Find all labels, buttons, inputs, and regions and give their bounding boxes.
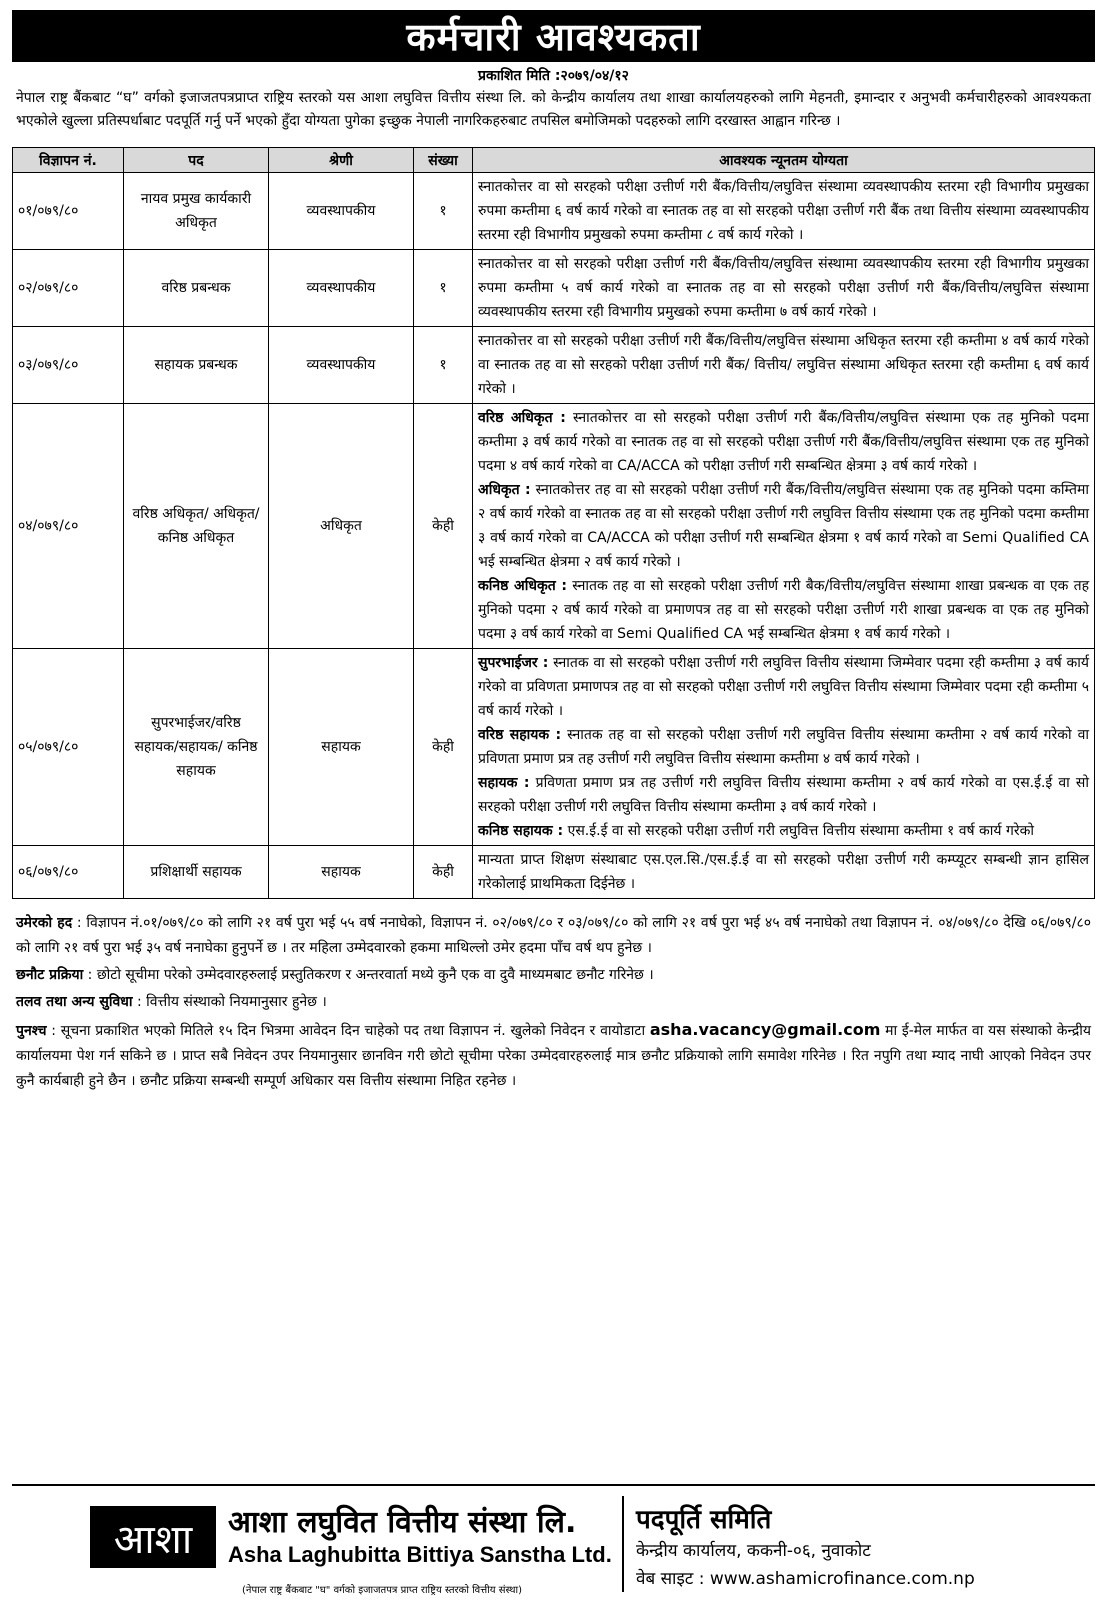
header-count: संख्या	[414, 148, 473, 173]
qualification	[473, 649, 1095, 846]
qualification-part	[478, 723, 1089, 771]
asha-logo: आशा	[90, 1506, 216, 1568]
adv-no: ०२/०७९/८०	[13, 250, 124, 327]
adv-no: ०५/०७९/८०	[13, 649, 124, 846]
sub-post-text: एस.ई.ई वा सो सरहको परीक्षा उत्तीर्ण गरी लघुवित्त वित्तीय संस्थामा कम्तीमा १ वर्ष कार्य गरेको	[563, 823, 1034, 839]
org-name-nepali: आशा लघुवित वित्तीय संस्था लि.	[228, 1505, 577, 1540]
age-limit-note	[16, 911, 1091, 961]
footer	[12, 1484, 1095, 1606]
category-text: व्यवस्थापकीय	[306, 203, 376, 219]
postscript-text-2: मा ई-मेल मार्फत वा यस संस्थाको केन्द्रीय कार्यालयमा पेश गर्न सकिने छ । प्राप्त सबै निवेदन उपर नियमानुसार छानविन गरी छोटो सूचीमा परेका उम्मेदवारहरुलाई मात्र छनौट प्रक्रियाको लागि समावेश गरिनेछ । रित नपुगि तथा म्याद नाघी आएको निवेदन उपर कुनै कार्यबाही हुने छैन । छनौट प्रक्रिया सम्बन्धी सम्पूर्ण अधिकार यस वित्तीय संस्थामा निहित रहनेछ ।	[16, 1023, 1092, 1089]
post: प्रशिक्षार्थी सहायक	[124, 846, 269, 899]
qualification: स्नातकोत्तर वा सो सरहको परीक्षा उत्तीर्ण गरी बैंक/वित्तीय/लघुवित्त संस्थामा व्यवस्थापकीय स्तरमा रही विभागीय प्रमुखका रुपमा कम्तीमा ५ वर्ष कार्य गरेको वा स्नातक तह वा सो सरहको परीक्षा उत्तीर्ण गरी बैंक/वित्तीय/लघुवित्त संस्थामा व्यवस्थापकीय स्तरमा रही विभागीय प्रमुखको रुपमा कम्तीमा ७ वर्ष कार्य गरेको ।	[473, 250, 1095, 327]
category: व्यवस्थापकीय	[269, 327, 414, 404]
selection-text: : छोटो सूचीमा परेको उम्मेदवारहरुलाई प्रस्तुतिकरण र अन्तरवार्ता मध्ये कुनै एक वा दुवै माध्यमबाट छनौट गरिनेछ ।	[83, 967, 654, 983]
count: केही	[414, 649, 473, 846]
sub-post-label: सहायक :	[478, 775, 530, 791]
salary-label: तलव तथा अन्य सुविधा	[16, 994, 133, 1010]
sub-post-text: स्नातक वा सो सरहको परीक्षा उत्तीर्ण गरी लघुवित्त वित्तीय संस्थामा जिम्मेवार पदमा रही कम्तीमा ३ वर्ष कार्य गरेको वा प्रविणता प्रमाणपत्र तह वा सो सरहको परीक्षा उत्तीर्ण गरी लघुवित्त वित्तीय संस्थामा जिम्मेवार पदमा रही कम्तीमा ५ वर्ष कार्य गरेको ।	[478, 655, 1089, 719]
table-row	[13, 173, 1095, 250]
selection-label: छनौट प्रक्रिया	[16, 967, 84, 983]
category: व्यवस्थापकीय	[269, 250, 414, 327]
sub-post-text: स्नातकोत्तर तह वा सो सरहको परीक्षा उत्तीर्ण गरी बैंक/वित्तीय/लघुवित्त संस्थामा एक तह मुनिको पदमा कम्तिमा २ वर्ष कार्य गरेको वा स्नातक तह वा सो सरहको परीक्षा उत्तीर्ण गरी लघुवित्त वित्तीय संस्थामा एक तह मुनिको पदमा कम्तीमा ३ वर्ष कार्य गरेको वा CA/ACCA को परीक्षा उत्तीर्ण गरी सम्बन्धित क्षेत्रमा १ वर्ष कार्य गरेको वा Semi Qualified CA भई सम्बन्धित क्षेत्रमा २ वर्ष कार्य गरेको ।	[478, 482, 1089, 570]
header-qualification: आवश्यक न्यूनतम योग्यता	[473, 148, 1095, 173]
table-row	[13, 649, 1095, 846]
post: वरिष्ठ प्रबन्धक	[124, 250, 269, 327]
vacancy-email[interactable]: asha.vacancy@gmail.com	[649, 1020, 881, 1039]
sub-post-label: वरिष्ठ अधिकृत :	[478, 410, 566, 426]
vacancy-table	[12, 147, 1095, 899]
vacancy-notice	[0, 10, 1107, 1610]
qualification-part	[478, 406, 1089, 478]
qualification-part	[478, 651, 1089, 723]
qualification-part	[478, 478, 1089, 574]
table-row	[13, 846, 1095, 899]
post: नायव प्रमुख कार्यकारी अधिकृत	[124, 173, 269, 250]
post: वरिष्ठ अधिकृत/ अधिकृत/कनिष्ठ अधिकृत	[124, 404, 269, 649]
org-license-note: (नेपाल राष्ट्र बैंकबाट "घ" वर्गको इजाजतपत्र प्राप्त राष्ट्रिय स्तरको वित्तीय संस्था)	[242, 1585, 523, 1596]
selection-note	[16, 963, 1091, 988]
sub-post-label: कनिष्ठ अधिकृत :	[478, 578, 567, 594]
count	[414, 173, 473, 250]
notice-banner: कर्मचारी आवश्यकता	[12, 10, 1095, 62]
committee-title: पदपूर्ति समिति	[636, 1505, 772, 1535]
age-limit-text: : विज्ञापन नं.०१/०७९/८० को लागि २१ वर्ष पुरा भई ५५ वर्ष ननाघेको, विज्ञापन नं. ०२/०७९/८० र ०३/०७९/८० को लागि २१ वर्ष पुरा भई ४५ वर्ष ननाघेको तथा विज्ञापन नं. ०४/०७९/८० देखि ०६/०७९/८० को लागि २१ वर्ष पुरा भई ३५ वर्ष ननाघेका हुनुपर्ने छ । तर महिला उम्मेदवारको हकमा माथिल्लो उमेर हदमा पाँच वर्ष थप हुनेछ ।	[16, 915, 1091, 956]
salary-text: : वित्तीय संस्थाको नियमानुसार हुनेछ ।	[132, 994, 327, 1010]
qualification: स्नातकोत्तर वा सो सरहको परीक्षा उत्तीर्ण गरी बैंक/वित्तीय/लघुवित्त संस्थामा अधिकृत स्तरमा रही कम्तीमा ४ वर्ष कार्य गरेको वा स्नातक तह वा सो सरहको परीक्षा उत्तीर्ण गरी बैंक/ वित्तीय/ लघुवित्त संस्थामा अधिकृत स्तरमा रही कम्तीमा ६ वर्ष कार्य गरेको ।	[473, 327, 1095, 404]
table-row	[13, 250, 1095, 327]
table-row	[13, 404, 1095, 649]
sub-post-text: प्रविणता प्रमाण प्रत्र तह उत्तीर्ण गरी लघुवित्त वित्तीय संस्थामा कम्तीमा २ वर्ष कार्य गरेको वा एस.ई.ई वा सो सरहको परीक्षा उत्तीर्ण गरी लघुवित्त वित्तीय संस्थामा कम्तीमा ३ वर्ष कार्य गरेको ।	[478, 775, 1089, 815]
qualification-part	[478, 771, 1089, 819]
count: १	[414, 327, 473, 404]
sub-post-label: वरिष्ठ सहायक :	[478, 727, 562, 743]
notes-section	[16, 911, 1091, 1094]
qualification-part	[478, 574, 1089, 646]
count: १	[414, 250, 473, 327]
postscript-label: पुनश्च	[16, 1023, 47, 1039]
count: केही	[414, 846, 473, 899]
publish-date: प्रकाशित मिति :२०७९/०४/१२	[478, 68, 629, 84]
sub-post-text: स्नातक तह वा सो सरहको परीक्षा उत्तीर्ण गरी लघुवित्त वित्तीय संस्थामा कम्तीमा २ वर्ष कार्य गरेको वा प्रविणता प्रमाण प्रत्र तह उत्तीर्ण गरी लघुवित्त वित्तीय संस्थामा कम्तीमा ४ वर्ष कार्य गरेको ।	[478, 727, 1089, 767]
category: सहायक	[269, 846, 414, 899]
website-link[interactable]: वेब साइट : www.ashamicrofinance.com.np	[636, 1569, 975, 1589]
header-category: श्रेणी	[269, 148, 414, 173]
qualification	[473, 404, 1095, 649]
count-text: १	[439, 203, 447, 219]
header-adv-no: विज्ञापन नं.	[13, 148, 124, 173]
postscript-note	[16, 1017, 1091, 1094]
adv-no: ०१/०७९/८०	[13, 173, 124, 250]
office-address: केन्द्रीय कार्यालय, ककनी-०६, नुवाकोट	[636, 1541, 871, 1561]
table-header-row	[13, 148, 1095, 173]
adv-no: ०६/०७९/८०	[13, 846, 124, 899]
sub-post-label: कनिष्ठ सहायक :	[478, 823, 564, 839]
sub-post-label: अधिकृत :	[478, 482, 531, 498]
qualification: स्नातकोत्तर वा सो सरहको परीक्षा उत्तीर्ण गरी बैंक/वित्तीय/लघुवित्त संस्थामा व्यवस्थापकीय स्तरमा रही विभागीय प्रमुखका रुपमा कम्तीमा ६ वर्ष कार्य गरेको वा स्नातक तह वा सो सरहको परीक्षा उत्तीर्ण गरी बैंक तथा वित्तीय संस्थामा व्यवस्थापकीय स्तरमा रही विभागीय प्रमुखको रुपमा कम्तीमा ८ वर्ष कार्य गरेको ।	[473, 173, 1095, 250]
intro-paragraph: नेपाल राष्ट्र बैंकबाट “घ” वर्गको इजाजतपत्रप्राप्त राष्ट्रिय स्तरको यस आशा लघुवित्त वित्तीय संस्था लि. को केन्द्रीय कार्यालय तथा शाखा कार्यालयहरुको लागि मेहनती, इमान्दार र अनुभवी कर्मचारीहरुको आवश्यकता भएकोले खुल्ला प्रतिस्पर्धाबाट पदपूर्ति गर्नु पर्ने भएको हुँदा योग्यता पुगेका इच्छुक नेपाली नागरिकहरुबाट तपसिल बमोजिमको पदहरुको लागि दरखास्त आह्वान गरिन्छ ।	[16, 90, 1091, 129]
header-post: पद	[124, 148, 269, 173]
footer-divider	[622, 1496, 624, 1592]
sub-post-label: सुपरभाईजर :	[478, 655, 549, 671]
salary-note	[16, 990, 1091, 1015]
category: अधिकृत	[269, 404, 414, 649]
post: सुपरभाईजर/वरिष्ठ सहायक/सहायक/ कनिष्ठ सहायक	[124, 649, 269, 846]
post: सहायक प्रबन्धक	[124, 327, 269, 404]
category: सहायक	[269, 649, 414, 846]
category	[269, 173, 414, 250]
table-row	[13, 327, 1095, 404]
qualification: मान्यता प्राप्त शिक्षण संस्थाबाट एस.एल.सि./एस.ई.ई वा सो सरहको परीक्षा उत्तीर्ण गरी कम्प्यूटर सम्बन्धी ज्ञान हासिल गरेकोलाई प्राथमिकता दिईनेछ ।	[473, 846, 1095, 899]
postscript-text-1: : सूचना प्रकाशित भएको मितिले १५ दिन भित्रमा आवेदन दिन चाहेको पद तथा विज्ञापन नं. खुलेको निवेदन र वायोडाटा	[46, 1023, 650, 1039]
sub-post-text: स्नातक तह वा सो सरहको परीक्षा उत्तीर्ण गरी बैक/वित्तीय/लघुवित्त संस्थामा शाखा प्रबन्धक वा एक तह मुनिको पदमा २ वर्ष कार्य गरेको वा प्रमाणपत्र तह वा सो सरहको परीक्षा उत्तीर्ण गरी शाखा प्रबन्धक वा एक तह मुनिको पदमा ३ वर्ष कार्य गरेको वा Semi Qualified CA भई सम्बन्धित क्षेत्रमा १ वर्ष कार्य गरेको ।	[478, 578, 1089, 642]
adv-no: ०४/०७९/८०	[13, 404, 124, 649]
sub-post-text: स्नातकोत्तर वा सो सरहको परीक्षा उत्तीर्ण गरी बैंक/वित्तीय/लघुवित्त संस्थामा एक तह मुनिको पदमा कम्तीमा ३ वर्ष कार्य गरेको वा स्नातक तह वा सो सरहको परीक्षा उत्तीर्ण गरी बैंक/वित्तीय/लघुवित्त संस्थामा एक तह मुनिको पदमा ४ वर्ष कार्य गरेको वा CA/ACCA को परीक्षा उत्तीर्ण गरी सम्बन्धित क्षेत्रमा ३ वर्ष कार्य गरेको ।	[478, 410, 1089, 474]
count: केही	[414, 404, 473, 649]
org-name-english: Asha Laghubitta Bittiya Sanstha Ltd.	[228, 1542, 612, 1567]
age-limit-label: उमेरको हद	[16, 915, 73, 931]
adv-no: ०३/०७९/८०	[13, 327, 124, 404]
qualification-part	[478, 819, 1089, 843]
